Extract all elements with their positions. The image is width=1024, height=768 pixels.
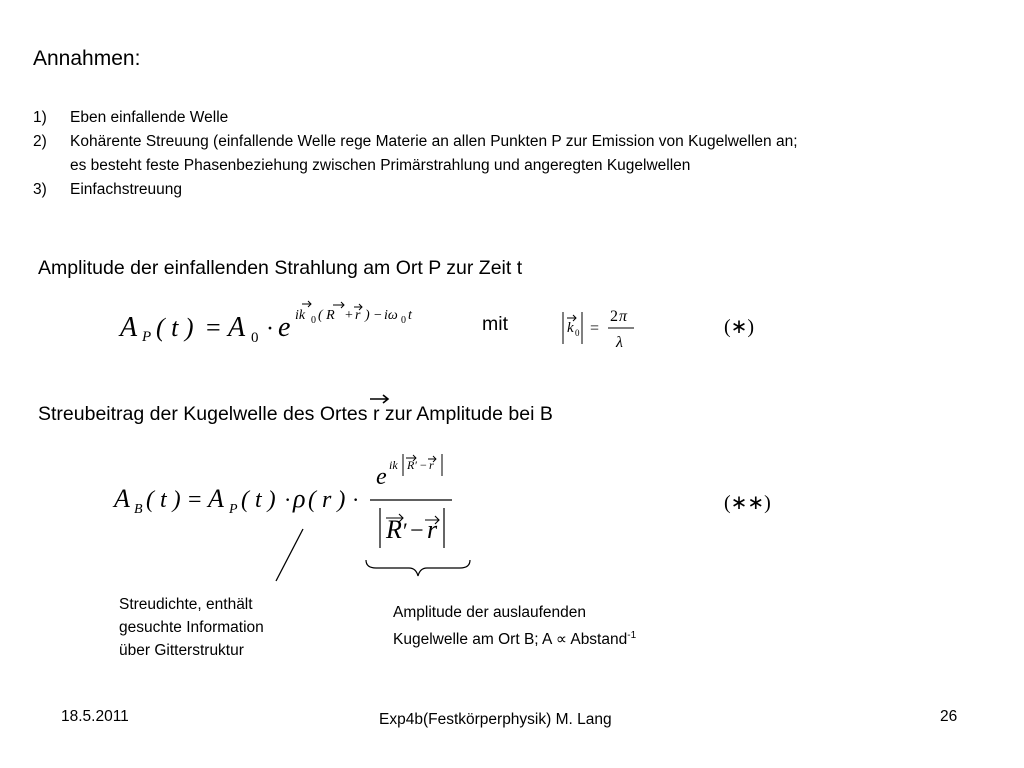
vector-arrow-icon [369,393,391,405]
annotation-line [393,624,753,651]
svg-text:−: − [374,308,382,323]
section-title-scattering-contribution [38,403,553,426]
svg-text:A: A [120,312,138,343]
svg-text:ρ: ρ [293,484,306,513]
annotation-scattering-density [119,593,339,662]
section-title-part-b: zur Amplitude bei B [384,403,553,425]
annotation-line-text: Kugelwelle am Ort B; A ∝ Abstand [393,631,628,649]
svg-text:0: 0 [401,315,406,326]
svg-text:e: e [278,312,291,343]
vector-r [373,403,380,426]
svg-text:( t ): ( t ) [146,487,181,513]
annotation-superscript: -1 [627,630,637,641]
mit-label: mit [482,313,508,335]
svg-text:( t ): ( t ) [241,487,276,513]
svg-text:′: ′ [415,458,418,472]
svg-text:=: = [590,320,600,337]
svg-text:π: π [619,308,628,325]
svg-text:0: 0 [311,315,316,326]
svg-text:+: + [345,308,353,323]
svg-text:ik: ik [295,308,306,323]
svg-text:0: 0 [251,330,259,346]
svg-text:·: · [352,487,360,512]
list-text: es besteht feste Phasenbeziehung zwischen Primärstrahlung und angeregten Kugelwellen [70,157,691,174]
svg-text:′: ′ [403,518,408,543]
list-number: 1) [33,109,47,126]
vector-r-letter: r [372,403,380,425]
svg-text:P: P [229,502,238,517]
svg-text:( R: ( R [318,308,335,323]
list-number: 3) [33,181,47,198]
svg-text:A: A [228,312,246,343]
svg-text:−: − [420,458,427,472]
list-text: Eben einfallende Welle [70,109,229,126]
svg-text:iω: iω [384,308,398,323]
svg-text:r: r [429,458,434,472]
svg-text:r: r [355,308,361,323]
svg-text:A: A [208,484,224,513]
assumptions-heading: Annahmen: [33,47,141,70]
svg-text:−: − [410,518,424,544]
svg-text:( r ): ( r ) [308,487,346,513]
svg-text:( t ): ( t ) [156,313,194,342]
annotation-line: gesuchte Information [119,619,264,636]
footer-date: 18.5.2011 [61,708,129,725]
svg-text:λ: λ [616,334,623,351]
annotation-line: über Gitterstruktur [119,642,244,659]
svg-text:k: k [567,320,574,336]
equation-tag-2: (∗∗) [724,492,771,514]
svg-text:ik: ik [389,458,398,472]
svg-text:·: · [266,316,274,342]
footer-course: Exp4b(Festkörperphysik) M. Lang [379,711,612,728]
equation-1-graphic [118,296,458,356]
annotation-outgoing-amplitude [393,601,753,651]
equation-tag-1: (∗) [724,316,755,338]
annotation-line: Amplitude der auslaufenden [393,604,587,621]
list-text: Kohärente Streuung (einfallende Welle rege Materie an allen Punkten P zur Emission von Kugelwellen an; [70,133,798,150]
svg-text:e: e [376,464,387,490]
list-number: 2) [33,133,47,150]
svg-text:2: 2 [610,308,618,325]
svg-text:B: B [134,502,143,517]
svg-text:r: r [427,515,438,544]
svg-text:=: = [188,487,202,513]
svg-text:=: = [206,313,221,342]
equation-wave-vector-magnitude [558,300,648,356]
svg-text:A: A [114,484,130,513]
curly-brace [364,558,474,582]
svg-text:R: R [407,458,415,472]
svg-text:·: · [284,487,292,512]
svg-text:P: P [142,329,152,345]
wave-vector-graphic [558,300,648,356]
footer-page-number: 26 [940,708,958,725]
equation-incident-amplitude [118,296,458,356]
svg-text:0: 0 [575,328,580,338]
svg-text:): ) [365,308,370,323]
list-text: Einfachstreuung [70,181,183,198]
section-title-part-a: Streubeitrag der Kugelwelle des Ortes [38,403,368,425]
annotation-line: Streudichte, enthält [119,596,253,613]
svg-text:t: t [408,308,412,323]
pointer-line [270,525,310,585]
section-title-incident-amplitude: Amplitude der einfallenden Strahlung am Ort P zur Zeit t [38,257,523,279]
svg-text:R: R [386,515,402,544]
